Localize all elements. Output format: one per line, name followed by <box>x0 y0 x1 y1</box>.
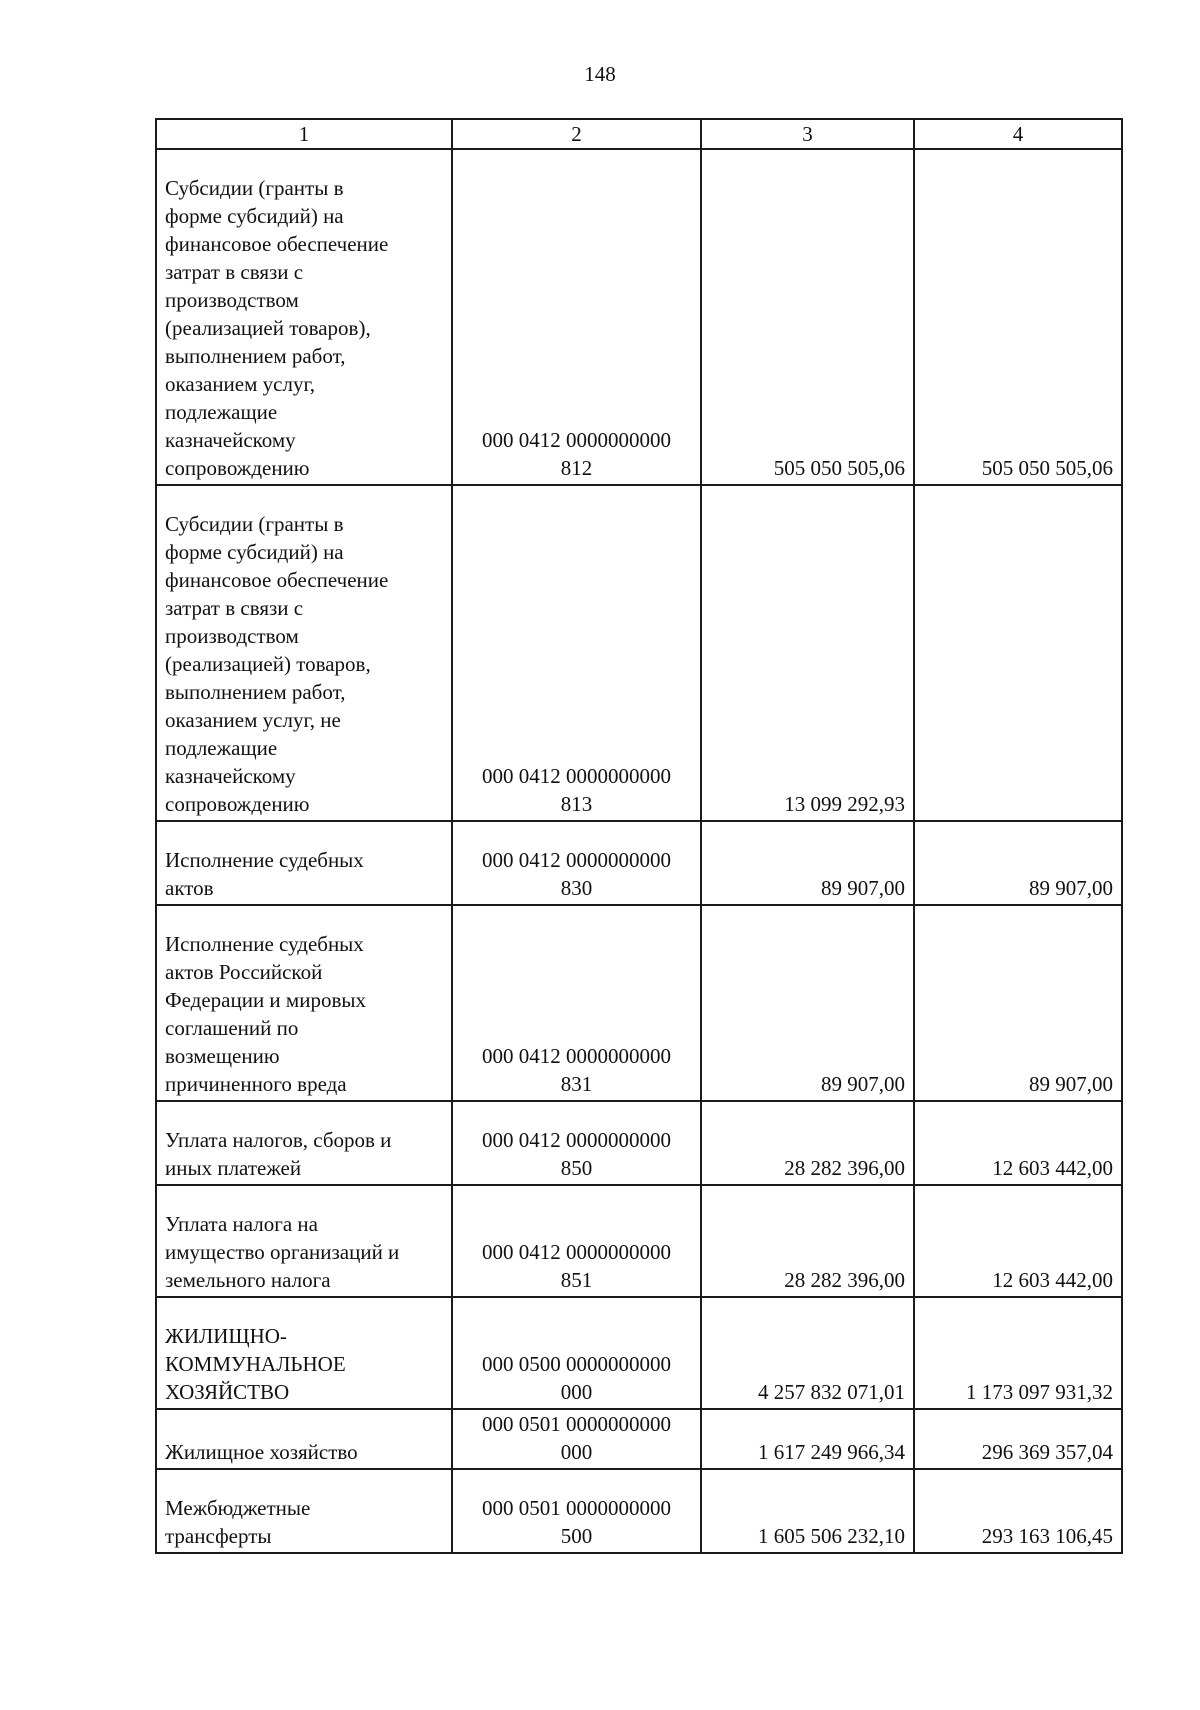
row-value-col4: 293 163 106,45 <box>914 1469 1122 1553</box>
row-code: 000 0412 0000000000 830 <box>452 821 701 905</box>
table-row <box>156 485 1122 821</box>
row-value-col4: 505 050 505,06 <box>914 149 1122 485</box>
row-code: 000 0500 0000000000 000 <box>452 1297 701 1409</box>
row-value-col3: 28 282 396,00 <box>701 1101 914 1185</box>
row-name: Исполнение судебных актов <box>156 821 452 905</box>
row-code: 000 0501 0000000000 000 <box>452 1409 701 1469</box>
row-value-col3: 505 050 505,06 <box>701 149 914 485</box>
row-code: 000 0412 0000000000 851 <box>452 1185 701 1297</box>
row-code: 000 0412 0000000000 850 <box>452 1101 701 1185</box>
row-code: 000 0412 0000000000 831 <box>452 905 701 1101</box>
row-value-col4: 12 603 442,00 <box>914 1185 1122 1297</box>
table-row <box>156 905 1122 1101</box>
row-value-col4: 89 907,00 <box>914 905 1122 1101</box>
row-name: Субсидии (гранты в форме субсидий) на финансовое обеспечение затрат в связи с производством (реализацией) товаров, выполнением работ, оказанием услуг, не подлежащие казначейскому сопровождению <box>156 485 452 821</box>
row-value-col4 <box>914 485 1122 821</box>
column-header-2: 2 <box>452 119 701 149</box>
table-header-row <box>156 119 1122 149</box>
row-value-col3: 89 907,00 <box>701 905 914 1101</box>
table-row <box>156 821 1122 905</box>
row-value-col3: 1 617 249 966,34 <box>701 1409 914 1469</box>
column-header-4: 4 <box>914 119 1122 149</box>
row-name: Межбюджетные трансферты <box>156 1469 452 1553</box>
table-row <box>156 149 1122 485</box>
row-value-col3: 1 605 506 232,10 <box>701 1469 914 1553</box>
table-row <box>156 1297 1122 1409</box>
row-value-col4: 12 603 442,00 <box>914 1101 1122 1185</box>
table-row <box>156 1101 1122 1185</box>
row-name: ЖИЛИЩНО- КОММУНАЛЬНОЕ ХОЗЯЙСТВО <box>156 1297 452 1409</box>
row-value-col4: 89 907,00 <box>914 821 1122 905</box>
row-name: Субсидии (гранты в форме субсидий) на финансовое обеспечение затрат в связи с производством (реализацией товаров), выполнением работ, оказанием услуг, подлежащие казначейскому сопровождению <box>156 149 452 485</box>
row-name: Исполнение судебных актов Российской Федерации и мировых соглашений по возмещению причиненного вреда <box>156 905 452 1101</box>
row-name: Уплата налога на имущество организаций и земельного налога <box>156 1185 452 1297</box>
table-row <box>156 1185 1122 1297</box>
table-row <box>156 1409 1122 1469</box>
page-number: 148 <box>584 62 616 86</box>
row-name: Уплата налогов, сборов и иных платежей <box>156 1101 452 1185</box>
budget-table <box>155 118 1123 1554</box>
row-name: Жилищное хозяйство <box>156 1409 452 1469</box>
row-code: 000 0412 0000000000 812 <box>452 149 701 485</box>
row-code: 000 0501 0000000000 500 <box>452 1469 701 1553</box>
row-value-col4: 1 173 097 931,32 <box>914 1297 1122 1409</box>
row-value-col3: 89 907,00 <box>701 821 914 905</box>
row-value-col3: 13 099 292,93 <box>701 485 914 821</box>
column-header-3: 3 <box>701 119 914 149</box>
row-value-col3: 4 257 832 071,01 <box>701 1297 914 1409</box>
row-code: 000 0412 0000000000 813 <box>452 485 701 821</box>
row-value-col3: 28 282 396,00 <box>701 1185 914 1297</box>
row-value-col4: 296 369 357,04 <box>914 1409 1122 1469</box>
table-row <box>156 1469 1122 1553</box>
column-header-1: 1 <box>156 119 452 149</box>
